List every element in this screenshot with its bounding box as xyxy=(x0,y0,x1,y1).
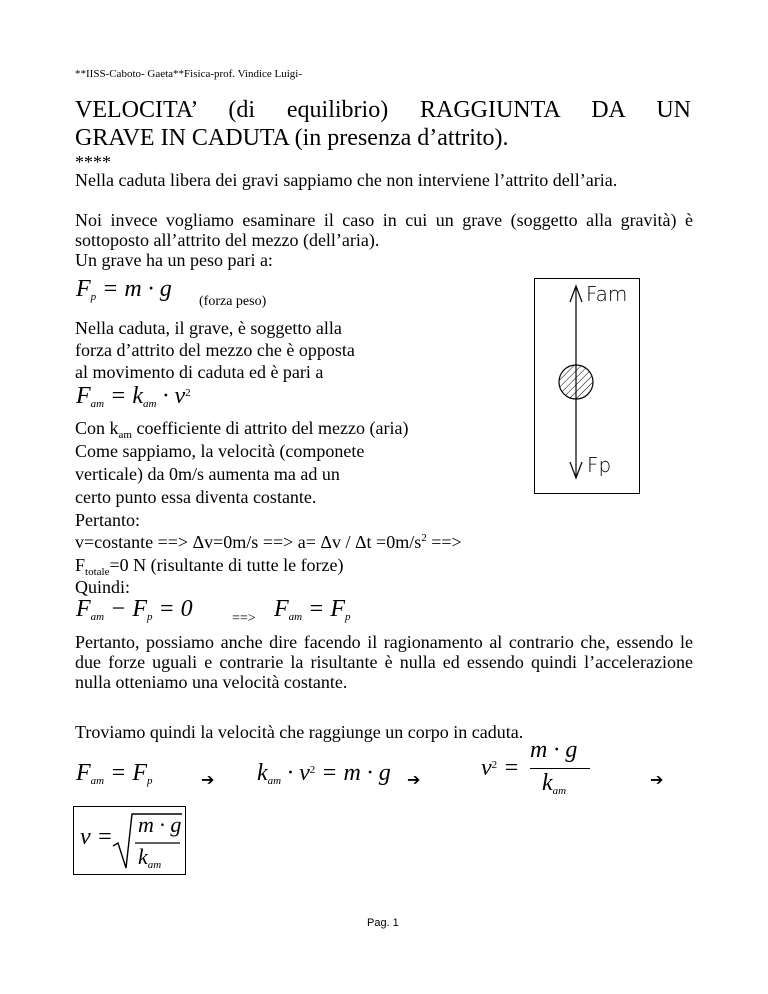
stars: **** xyxy=(75,152,111,172)
coefficient-line xyxy=(75,418,409,441)
eq-v: v xyxy=(481,755,492,781)
eq-v: · v xyxy=(156,383,186,409)
eq-symbol: F xyxy=(76,760,91,786)
constant-velocity-chain xyxy=(75,532,462,555)
result-lhs: v = xyxy=(80,824,113,850)
den-subscript: am xyxy=(552,785,567,797)
eq-equals: = F xyxy=(302,596,345,622)
equation-balance xyxy=(76,596,193,623)
page-title xyxy=(75,96,691,152)
chain-text: v=costante ==> Δv=0m/s ==> a= Δv / Δt =0m/s xyxy=(75,532,422,552)
eq-subscript: am xyxy=(90,398,105,410)
fraction-denominator xyxy=(542,770,566,797)
eq-superscript: 2 xyxy=(491,759,498,771)
title-line-1: VELOCITA’ (di equilibrio) RAGGIUNTA DA UN xyxy=(75,97,691,123)
eq-minus: − F xyxy=(104,596,147,622)
equation-kv2 xyxy=(257,760,391,787)
equation-v-squared xyxy=(481,755,519,782)
eq-subscript: am xyxy=(90,611,105,623)
page-number: Pag. 1 xyxy=(367,917,399,929)
eq-subscript: p xyxy=(344,611,351,623)
reasoning-paragraph: Pertanto, possiamo anche dire facendo il ragionamento al contrario che, essendo le due forze uguali e contrarie la risultante è nulla ed essendo quindi l’accelerazione nulla otteniamo una velocità costante. xyxy=(75,632,693,692)
right-arrow-icon: ➔ xyxy=(201,770,215,789)
title-line-2: GRAVE IN CADUTA (in presenza d’attrito). xyxy=(75,125,509,151)
eq-zero: = 0 xyxy=(152,596,193,622)
right-arrow-icon: ➔ xyxy=(407,770,421,789)
coefficient-prefix: Con k xyxy=(75,418,119,438)
total-force-subscript: totale xyxy=(85,566,110,578)
eq-subscript: p xyxy=(146,775,153,787)
weight-caption: (forza peso) xyxy=(199,294,267,309)
coefficient-subscript: am xyxy=(118,429,132,441)
eq-k: k xyxy=(257,760,268,786)
eq-subscript: am xyxy=(288,611,303,623)
eq-superscript: 2 xyxy=(185,387,191,399)
fraction-numerator: m · g xyxy=(530,737,578,763)
velocity-line-1: Come sappiamo, la velocità (componete xyxy=(75,441,365,461)
friction-line-2: forza d’attrito del mezzo che è opposta xyxy=(75,340,355,360)
hence-label: Quindi: xyxy=(75,577,131,597)
equation-equal-forces xyxy=(76,760,152,787)
total-force-symbol: F xyxy=(75,555,86,575)
eq-subscript: am xyxy=(90,775,105,787)
coefficient-text: coefficiente di attrito del mezzo (aria) xyxy=(131,418,409,438)
eq-rhs: = m · g xyxy=(96,276,172,302)
den-k: k xyxy=(542,770,553,796)
eq-v: · v xyxy=(281,760,310,786)
weight-line: Un grave ha un peso pari a: xyxy=(75,250,273,270)
intro-paragraph-2: Noi invece vogliamo esaminare il caso in cui un grave (soggetto alla gravità) è sottoposto all’attrito del mezzo (dell’aria). xyxy=(75,210,693,250)
implies-arrow: ==> xyxy=(232,611,256,626)
eq-subscript: p xyxy=(146,611,153,623)
equation-friction xyxy=(76,383,191,410)
eq-symbol: F xyxy=(76,276,91,302)
eq-equals: = F xyxy=(104,760,147,786)
eq-symbol: F xyxy=(76,383,91,409)
force-friction-label: Fam xyxy=(586,282,628,306)
eq-k: = k xyxy=(104,383,143,409)
chain-superscript: 2 xyxy=(421,532,427,544)
eq-equals: = xyxy=(497,755,520,781)
friction-line-3: al movimento di caduta ed è pari a xyxy=(75,362,324,382)
total-force-line xyxy=(75,555,344,578)
friction-line-1: Nella caduta, il grave, è soggetto alla xyxy=(75,318,342,338)
chain-tail: ==> xyxy=(426,532,462,552)
eq-rhs: = m · g xyxy=(315,760,391,786)
right-arrow-icon: ➔ xyxy=(650,770,664,789)
result-denominator xyxy=(138,844,161,870)
equation-equality xyxy=(274,596,350,623)
velocity-line-2: verticale) da 0m/s aumenta ma ad un xyxy=(75,464,340,484)
find-velocity-line: Troviamo quindi la velocità che raggiunge un corpo in caduta. xyxy=(75,722,524,742)
velocity-line-3: certo punto essa diventa costante. xyxy=(75,487,317,507)
equation-weight xyxy=(76,276,172,303)
den-k: k xyxy=(138,844,148,869)
eq-subscript: am xyxy=(267,775,282,787)
eq-symbol: F xyxy=(274,596,289,622)
page-header: **IISS-Caboto- Gaeta**Fisica-prof. Vindice Luigi- xyxy=(75,68,303,80)
result-numerator: m · g xyxy=(138,812,182,837)
intro-paragraph-1: Nella caduta libera dei gravi sappiamo che non interviene l’attrito dell’aria. xyxy=(75,170,618,190)
total-force-text: =0 N (risultante di tutte le forze) xyxy=(109,555,344,575)
force-weight-label: Fp xyxy=(587,453,612,477)
eq-subscript: am xyxy=(142,398,157,410)
eq-symbol: F xyxy=(76,596,91,622)
den-subscript: am xyxy=(147,859,162,871)
therefore-label: Pertanto: xyxy=(75,510,140,530)
eq-superscript: 2 xyxy=(309,764,316,776)
eq-subscript: p xyxy=(90,291,97,303)
